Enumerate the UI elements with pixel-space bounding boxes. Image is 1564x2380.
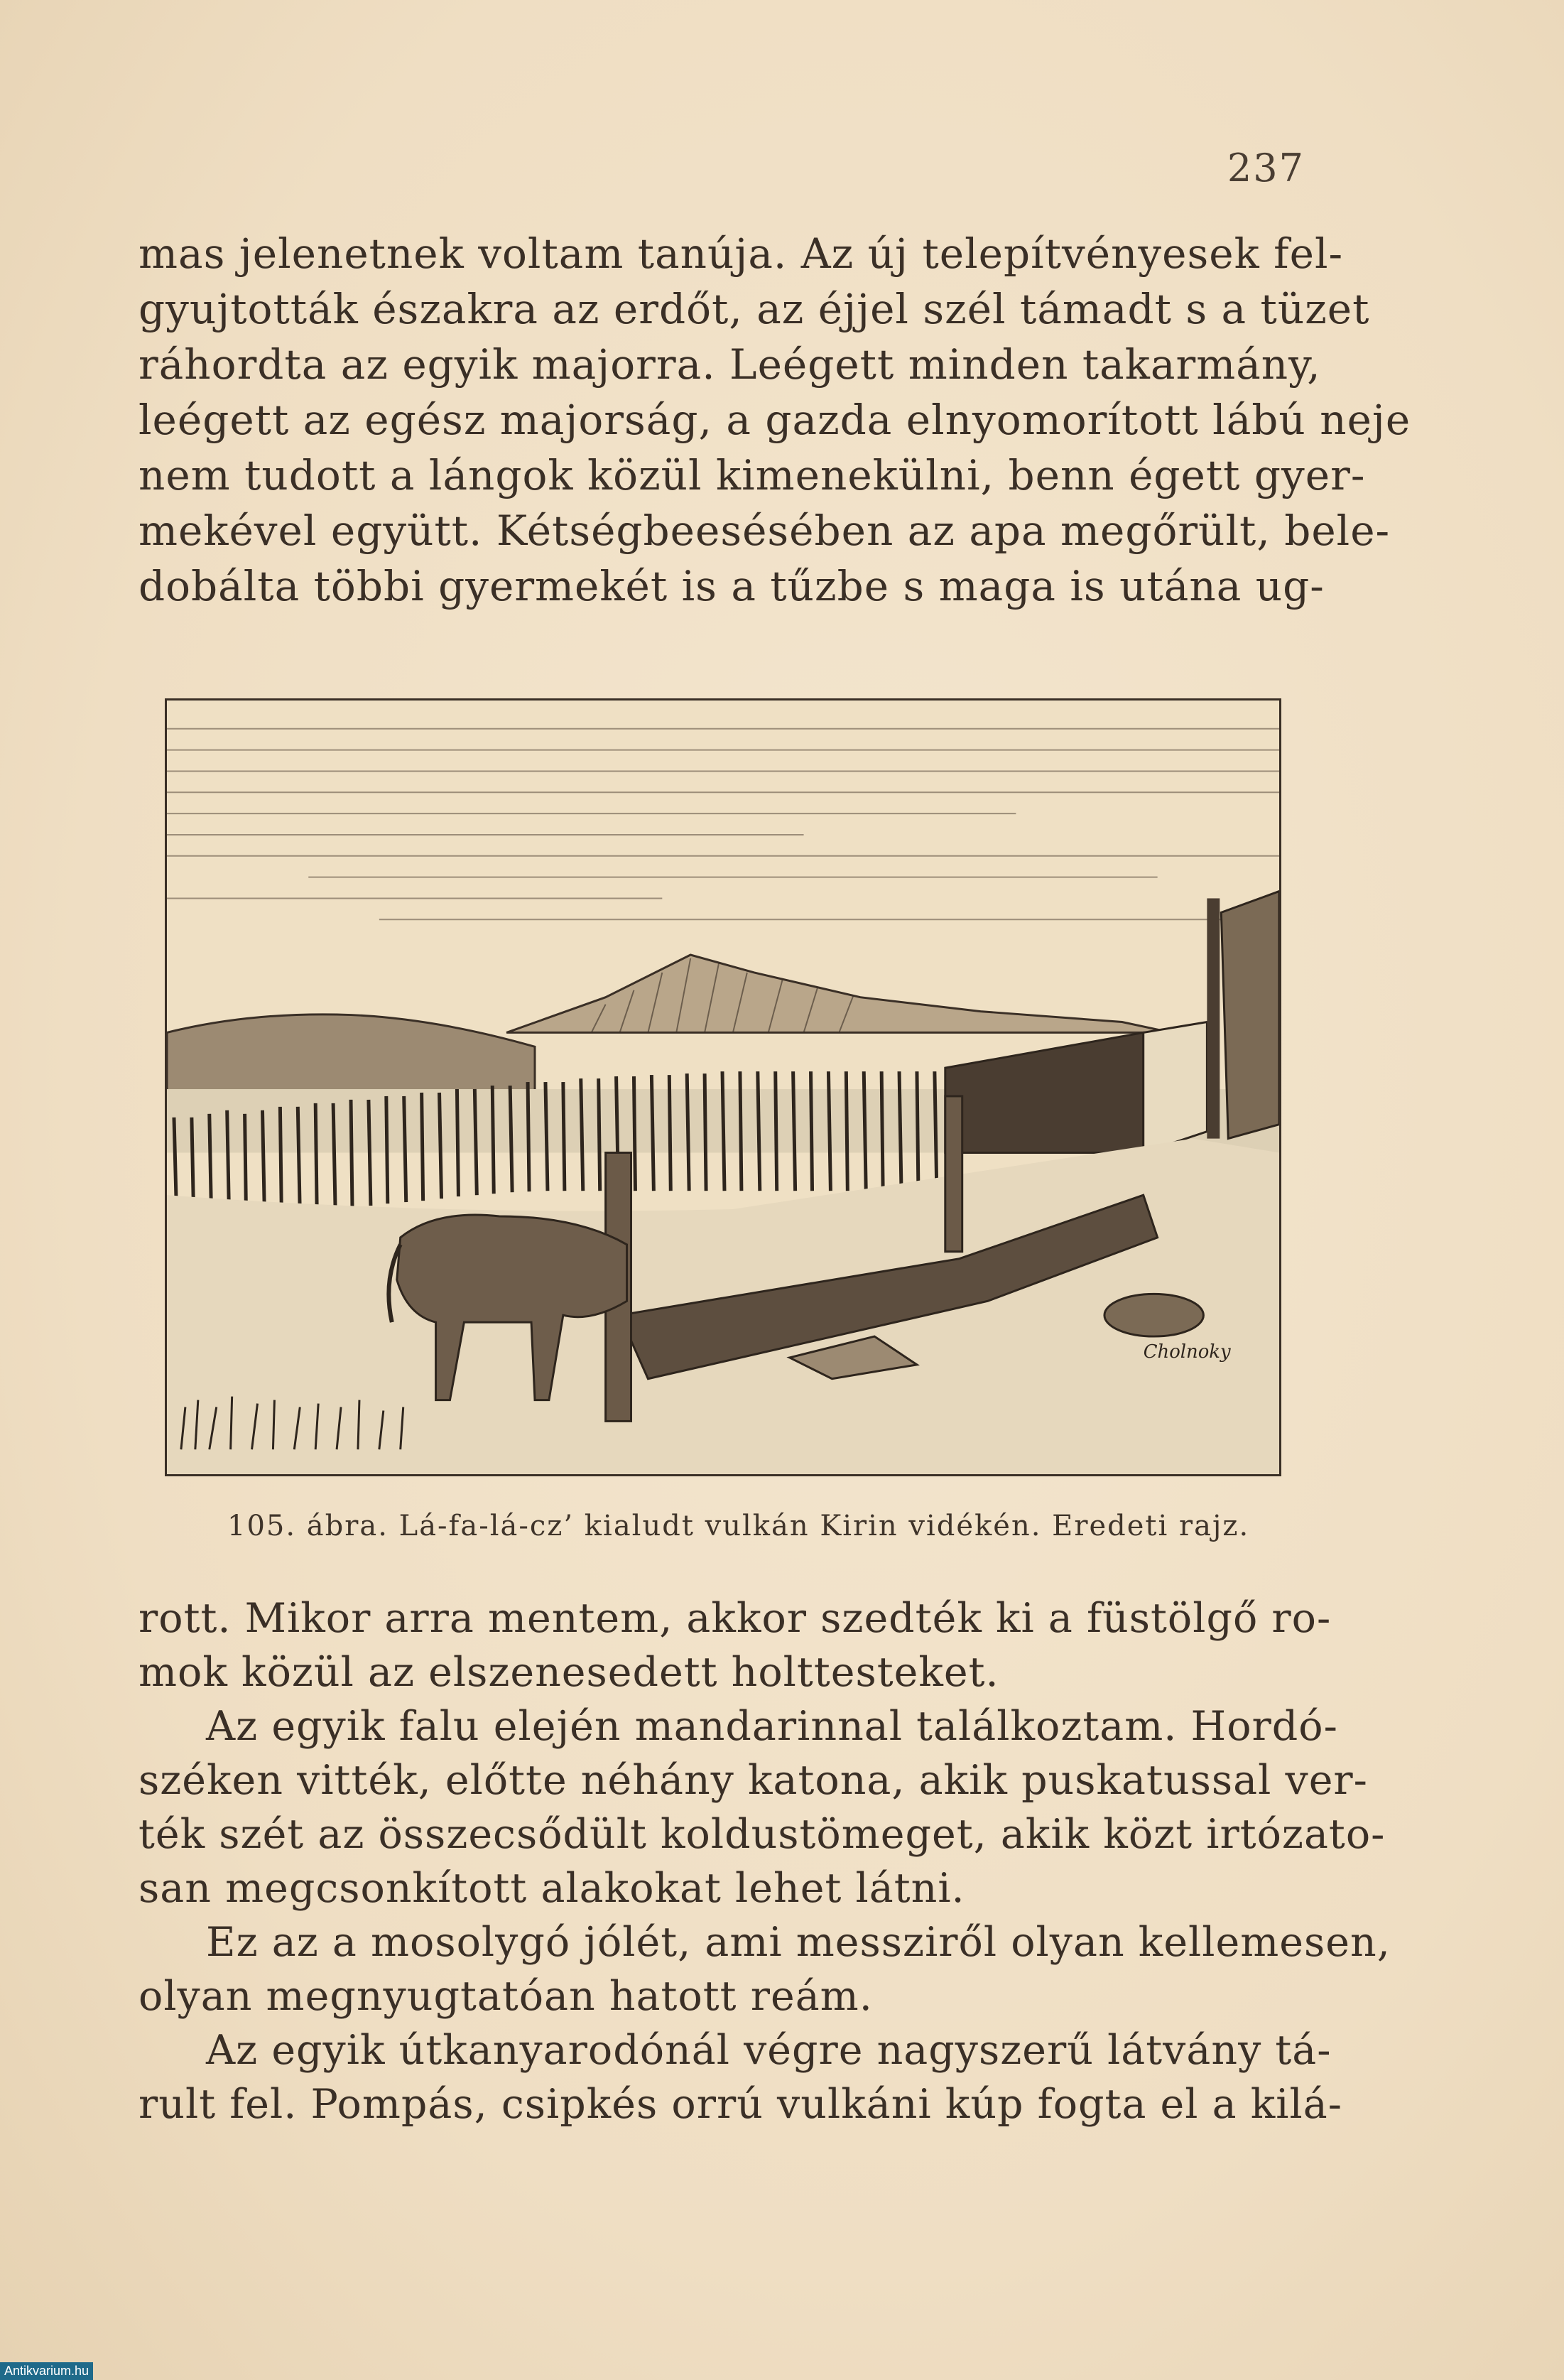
fence-post: [945, 1096, 962, 1252]
text-line: mas jelenetnek voltam tanúja. Az új telepítvényesek fel-: [139, 229, 1344, 278]
text-line: san megcsonkított alakokat lehet látni.: [139, 1865, 965, 1912]
text-line: rult fel. Pompás, csipkés orrú vulkáni kúp fogta el a kilá-: [139, 2081, 1342, 2128]
building-right: [1221, 892, 1279, 1139]
text-line: mekével együtt. Kétségbeesésében az apa megőrült, bele-: [139, 507, 1391, 555]
text-line: rott. Mikor arra mentem, akkor szedték ki a füstölgő ro-: [139, 1595, 1332, 1642]
log: [1104, 1294, 1203, 1336]
text-line: széken vitték, előtte néhány katona, akik puskatussal ver-: [139, 1757, 1368, 1804]
text-line: gyujtották északra az erdőt, az éjjel szél támadt s a tüzet: [139, 285, 1370, 333]
bottom-text: [139, 1591, 1391, 2131]
text-line: nem tudott a lángok közül kimenekülni, benn égett gyer-: [139, 451, 1366, 499]
text-line: Az egyik útkanyarodónál végre nagyszerű látvány tá-: [206, 2027, 1332, 2074]
text-line: mok közül az elszenesedett holttesteket.: [139, 1649, 999, 1696]
shed: [945, 1032, 1144, 1152]
figure-caption: 105. ábra. Lá-fa-lá-cz’ kialudt vulkán Kirin vidékén. Eredeti rajz.: [227, 1510, 1250, 1542]
artist-signature: Cholnoky: [1143, 1341, 1231, 1363]
text-line: olyan megnyugtatóan hatott reám.: [139, 1973, 873, 2020]
page-number: 237: [1227, 146, 1305, 190]
text-line: Ez az a mosolygó jólét, ami messziről olyan kellemesen,: [206, 1919, 1391, 1966]
shed-wall: [1144, 1022, 1207, 1153]
engraving-drawing: [167, 701, 1279, 1474]
near-hills: [167, 1015, 535, 1096]
volcano-mountain: [506, 955, 1171, 1032]
text-line: leégett az egész majorság, a gazda elnyomorított lábú neje: [139, 396, 1411, 444]
text-line: dobálta többi gyermekét is a tűzbe s maga is utána ug-: [139, 562, 1325, 610]
sky-hatching: [167, 729, 1279, 920]
text-line: ráhordta az egyik majorra. Leégett minden takarmány,: [139, 340, 1321, 389]
illustration-volcano-farm: [165, 698, 1281, 1476]
watermark: Antikvarium.hu: [0, 2362, 93, 2380]
top-paragraph: [139, 226, 1411, 614]
text-line: Az egyik falu elején mandarinnal találkoztam. Hordó-: [206, 1703, 1338, 1750]
tall-post: [1207, 898, 1220, 1138]
text-line: ték szét az összecsődült koldustömeget, akik közt irtózato-: [139, 1811, 1386, 1858]
